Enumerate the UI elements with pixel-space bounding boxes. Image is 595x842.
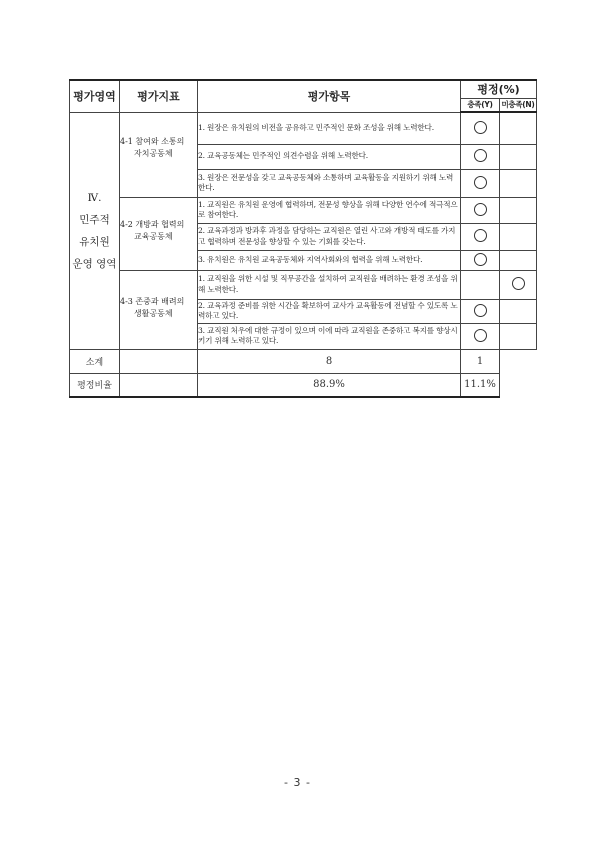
rating-y-cell bbox=[461, 144, 500, 169]
item-row: 3. 유치원은 유치원 교육공동체와 지역사회와의 협력을 위해 노력한다. bbox=[198, 250, 461, 270]
rating-n-cell bbox=[500, 250, 537, 270]
area-line: 민주적 bbox=[79, 213, 110, 226]
indicator-line: 4-2 개방과 협력의 bbox=[120, 219, 185, 229]
ratio-n: 11.1% bbox=[461, 373, 500, 397]
rating-n-cell bbox=[500, 144, 537, 169]
rating-n-cell bbox=[500, 112, 537, 144]
item-row: 1. 원장은 유치원의 비전을 공유하고 민주적인 문화 조성을 위해 노력한다. bbox=[198, 112, 461, 144]
rating-y-cell bbox=[461, 270, 500, 299]
circle-mark-icon bbox=[474, 203, 487, 216]
area-line: 운영 영역 bbox=[72, 257, 117, 270]
item-row: 2. 교육과정과 방과후 과정을 담당하는 교직원은 열린 사고와 개방적 태도를 가지고 협력하며 전문성을 향상할 수 있는 기회를 갖는다. bbox=[198, 223, 461, 250]
rating-n-cell bbox=[500, 197, 537, 223]
circle-mark-icon bbox=[474, 253, 487, 266]
subtotal-label: 소계 bbox=[70, 349, 120, 373]
circle-mark-icon bbox=[474, 329, 487, 342]
ratio-blank-cell bbox=[120, 373, 198, 397]
rating-y-cell bbox=[461, 299, 500, 323]
header-satisfied: 충족(Y) bbox=[461, 98, 500, 112]
indicator-line: 4-3 존중과 배려의 bbox=[120, 296, 185, 306]
rating-y-cell bbox=[461, 112, 500, 144]
circle-mark-icon bbox=[474, 229, 487, 242]
item-row: 1. 교직원은 유치원 운영에 협력하며, 전문성 향상을 위해 다양한 연수에 적극적으로 참여한다. bbox=[198, 197, 461, 223]
area-line: 유치원 bbox=[79, 235, 110, 248]
header-item: 평가항목 bbox=[198, 80, 461, 112]
rating-y-cell bbox=[461, 250, 500, 270]
rating-y-cell bbox=[461, 223, 500, 250]
header-rating: 평정(%) bbox=[461, 80, 537, 98]
indicator-line: 생활공동체 bbox=[134, 308, 173, 318]
subtotal-blank-cell bbox=[120, 349, 198, 373]
item-row: 1. 교직원을 위한 시설 및 직무공간을 설치하여 교직원을 배려하는 환경 조성을 위해 노력한다. bbox=[198, 270, 461, 299]
area-line: Ⅳ. bbox=[87, 191, 102, 204]
header-indicator: 평가지표 bbox=[120, 80, 198, 112]
item-row: 2. 교육공동체는 민주적인 의견수렴을 위해 노력한다. bbox=[198, 144, 461, 169]
indicator-4-1 bbox=[120, 112, 198, 197]
item-row: 2. 교육과정 준비를 위한 시간을 확보하여 교사가 교육활동에 전념할 수 있도록 노력하고 있다. bbox=[198, 299, 461, 323]
indicator-line: 교육공동체 bbox=[134, 231, 173, 241]
circle-mark-icon bbox=[512, 277, 525, 290]
rating-n-cell bbox=[500, 223, 537, 250]
indicator-4-2 bbox=[120, 197, 198, 270]
rating-n-cell bbox=[500, 323, 537, 349]
circle-mark-icon bbox=[474, 176, 487, 189]
rating-n-cell bbox=[500, 270, 537, 299]
header-unsatisfied: 미충족(N) bbox=[500, 98, 537, 112]
subtotal-n: 1 bbox=[461, 349, 500, 373]
item-row: 3. 교직원 처우에 대한 규정이 있으며 이에 따라 교직원을 존중하고 복지를 향상시키기 위해 노력하고 있다. bbox=[198, 323, 461, 349]
ratio-label: 평정비율 bbox=[70, 373, 120, 397]
rating-y-cell bbox=[461, 169, 500, 197]
subtotal-y: 8 bbox=[198, 349, 461, 373]
ratio-y: 88.9% bbox=[198, 373, 461, 397]
rating-y-cell bbox=[461, 323, 500, 349]
evaluation-table bbox=[69, 79, 537, 398]
rating-n-cell bbox=[500, 169, 537, 197]
circle-mark-icon bbox=[474, 304, 487, 317]
indicator-line: 자치공동체 bbox=[134, 148, 173, 158]
header-area: 평가영역 bbox=[70, 80, 120, 112]
indicator-4-3 bbox=[120, 270, 198, 349]
circle-mark-icon bbox=[474, 121, 487, 134]
indicator-line: 4-1 참여와 소통의 bbox=[120, 136, 185, 146]
item-row: 3. 원장은 전문성을 갖고 교육공동체와 소통하며 교육활동을 지원하기 위해 노력한다. bbox=[198, 169, 461, 197]
circle-mark-icon bbox=[474, 149, 487, 162]
rating-n-cell bbox=[500, 299, 537, 323]
page-number: - 3 - bbox=[284, 776, 311, 789]
evaluation-area bbox=[70, 112, 120, 349]
rating-y-cell bbox=[461, 197, 500, 223]
